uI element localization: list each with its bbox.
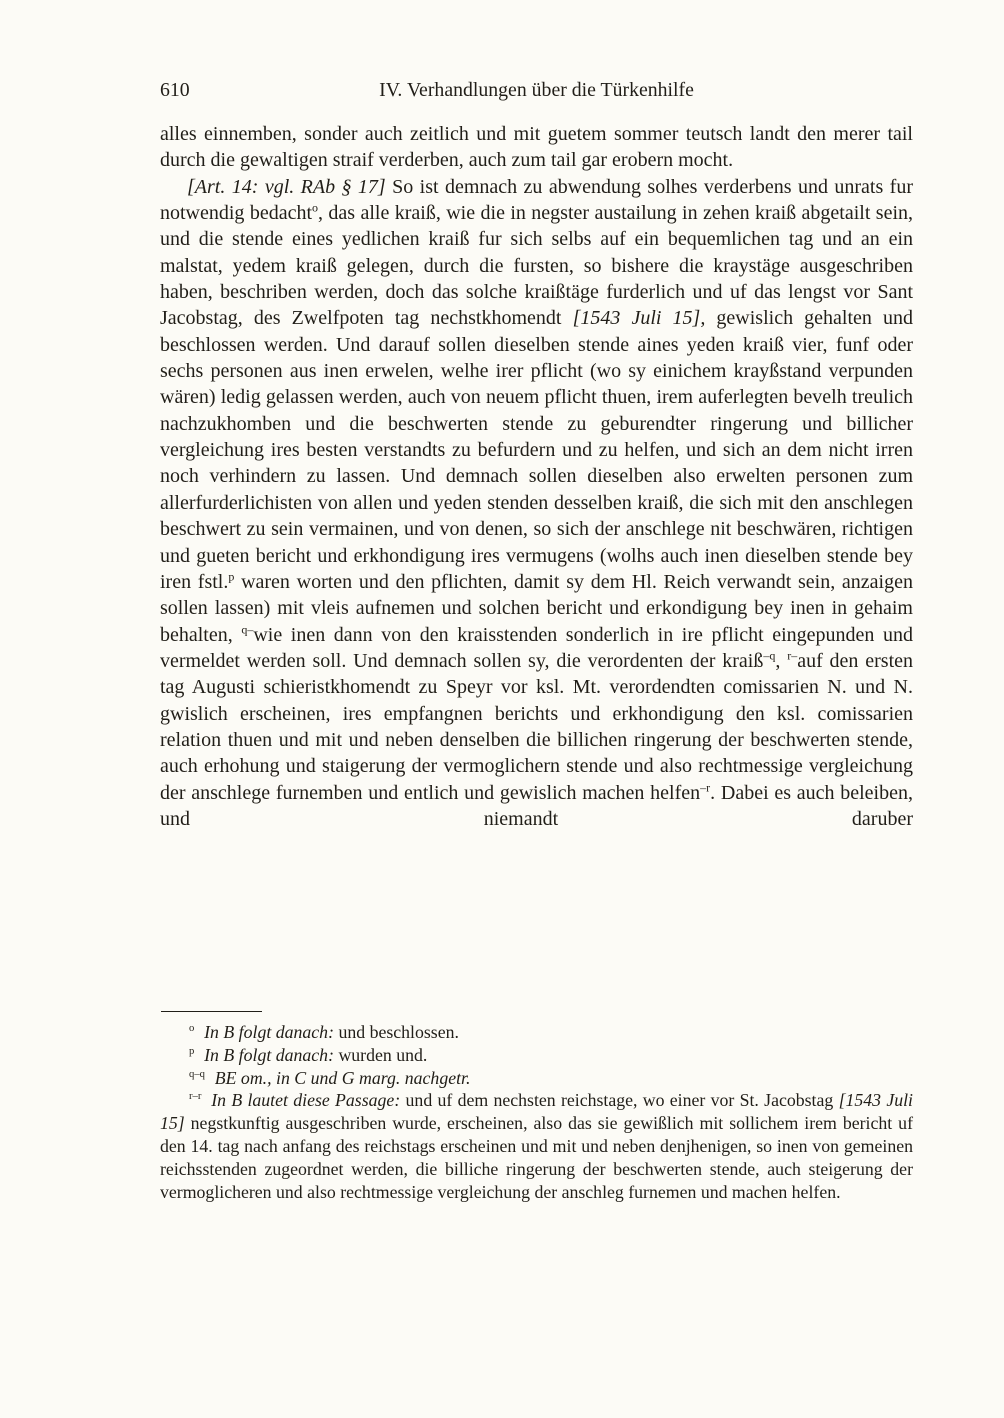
emphasis-text: BE om., in C und G marg. nachgetr. <box>214 1067 471 1088</box>
text-run: auf den ersten tag Augusti schieristkhomendt zu Speyr vor ksl. Mt. verordendten comissarien N. und N. gwislich erscheinen, ires empfangnen berichts und erkhondigung den ksl. comissarien relation thuen und mit und neben denselben die billichen ringerung der beschwerten stende, auch erhohung und staigerung der vermoglichern stende und also rechtmessige vergleichung der anschlege furnemben und entlich und gewislich machen helfen <box>160 649 914 804</box>
note-marker: o <box>312 200 319 215</box>
emphasis-text: [1543 Juli 15] <box>160 1090 913 1134</box>
emphasis-text: In B folgt danach: <box>204 1022 334 1042</box>
footnote <box>160 1067 913 1090</box>
emphasis-text: [Art. 14: vgl. RAb § 17] <box>187 175 386 198</box>
text-run: alles einnemben, sonder auch zeitlich und mit guetem sommer teutsch landt den merer tail durch die gewaltigen straif verderben, auch zum tail gar erobern mocht. <box>160 123 913 172</box>
text-run: und uf dem nechsten reichstage, wo einer vor St. Jacobstag <box>400 1090 839 1111</box>
text-run: , das alle kraiß, wie die in negster austailung in zehen kraiß abgetailt sein, und die stende eines yedlichen kraiß fur sich selbs auf ein bequemlichen tag und an ein malstat, yedem kraiß gelegen, durch die fursten, so bishere die kraystäge ausgeschriben haben, beschriben werden, doch das solche kraißtäge furderlich und uf das lengst vor Sant Jacobstag, des Zwelfpoten tag nechstkhomendt <box>160 202 914 330</box>
text-run: und beschlossen. <box>334 1022 459 1042</box>
text-run: negstkunftig ausgeschriben wurde, erscheinen, also das sie gewißlich mit sollichem irem bericht uf den 14. tag nach anfang des reichstags erscheinen und mit und neben denjhenigen, so inen von gemeinen reichsstenden zugeordnet werden, die billiche ringerung der beschwerten stende, auch steigerung der vermoglicheren und also rechtmessige vergleichung der anschleg furnemen und machen helfen. <box>160 1113 913 1202</box>
footnote <box>160 1044 913 1067</box>
note-marker: r– <box>787 648 798 663</box>
body-text <box>160 121 913 832</box>
emphasis-text: [1543 Juli 15], <box>572 307 706 330</box>
text-run: So ist demnach zu abwendung solhes verderbens und unrats fur notwendig bedacht <box>160 175 913 225</box>
footnote-separator-rule <box>161 1011 262 1012</box>
text-run: wie inen dann von den kraisstenden sonderlich in ire pflicht eingepunden und vermeldet werden soll. Und demnach sollen sy, die verordenten der kraiß <box>160 623 914 672</box>
running-head: IV. Verhandlungen über die Türkenhilfe <box>379 79 694 101</box>
note-marker: p <box>228 569 235 584</box>
note-marker: q– <box>241 621 254 636</box>
text-run: wurden und. <box>334 1044 428 1065</box>
note-marker: –q <box>763 648 776 663</box>
note-marker: –r <box>700 779 711 794</box>
page-header <box>160 78 913 102</box>
emphasis-text: In B lautet diese Passage: <box>211 1090 401 1111</box>
page-number: 610 <box>160 79 190 101</box>
emphasis-text: In B folgt danach: <box>204 1044 334 1065</box>
footnote-marker: o <box>189 1022 195 1035</box>
text-run: waren worten und den pflichten, damit sy dem Hl. Reich verwandt sein, anzaigen sollen lassen) mit vleis aufnemen und solchen bericht und erkondigung bey inen in gehaim behalten, <box>160 570 913 646</box>
footnote-marker: r–r <box>189 1090 202 1103</box>
paragraph <box>160 121 913 174</box>
paragraph <box>160 174 913 833</box>
footnote-marker: p <box>189 1044 195 1057</box>
text-run: , <box>775 649 788 672</box>
text-run: gewislich gehalten und beschlossen werden. Und darauf sollen dieselben stende aines yeden kraiß vier, funf oder sechs personen aus inen erwelen, welhe irer pflicht (wo sy einichem krayßstand verpunden wären) ledig gelassen werden, auch von neuem pflicht thuen, irem auferlegten bevelh treulich nachzukhomben und die beschwerten stende zu geburendter ringerung und billicher vergleichung ires besten verstandts zu befurdern und zu helfen, und sich an dem nicht irren noch verhindern zu lassen. Und demnach sollen dieselben also erwelten personen zum allerfurderlichisten von allen und yeden stenden desselben kraiß, die sich mit den anschlegen beschwert zu sein vermainen, und von denen, so sich der anschlege nit beschwären, richtigen und gueten bericht und erkhondigung ires vermugens (wolhs auch inen dieselben stende bey iren fstl. <box>160 307 913 593</box>
footnotes <box>160 1021 913 1203</box>
footnote-marker: q–q <box>189 1067 205 1080</box>
footnote <box>160 1089 913 1203</box>
footnote <box>160 1021 913 1044</box>
text-run: . Dabei es auch beleiben, und niemandt daruber <box>160 781 913 830</box>
